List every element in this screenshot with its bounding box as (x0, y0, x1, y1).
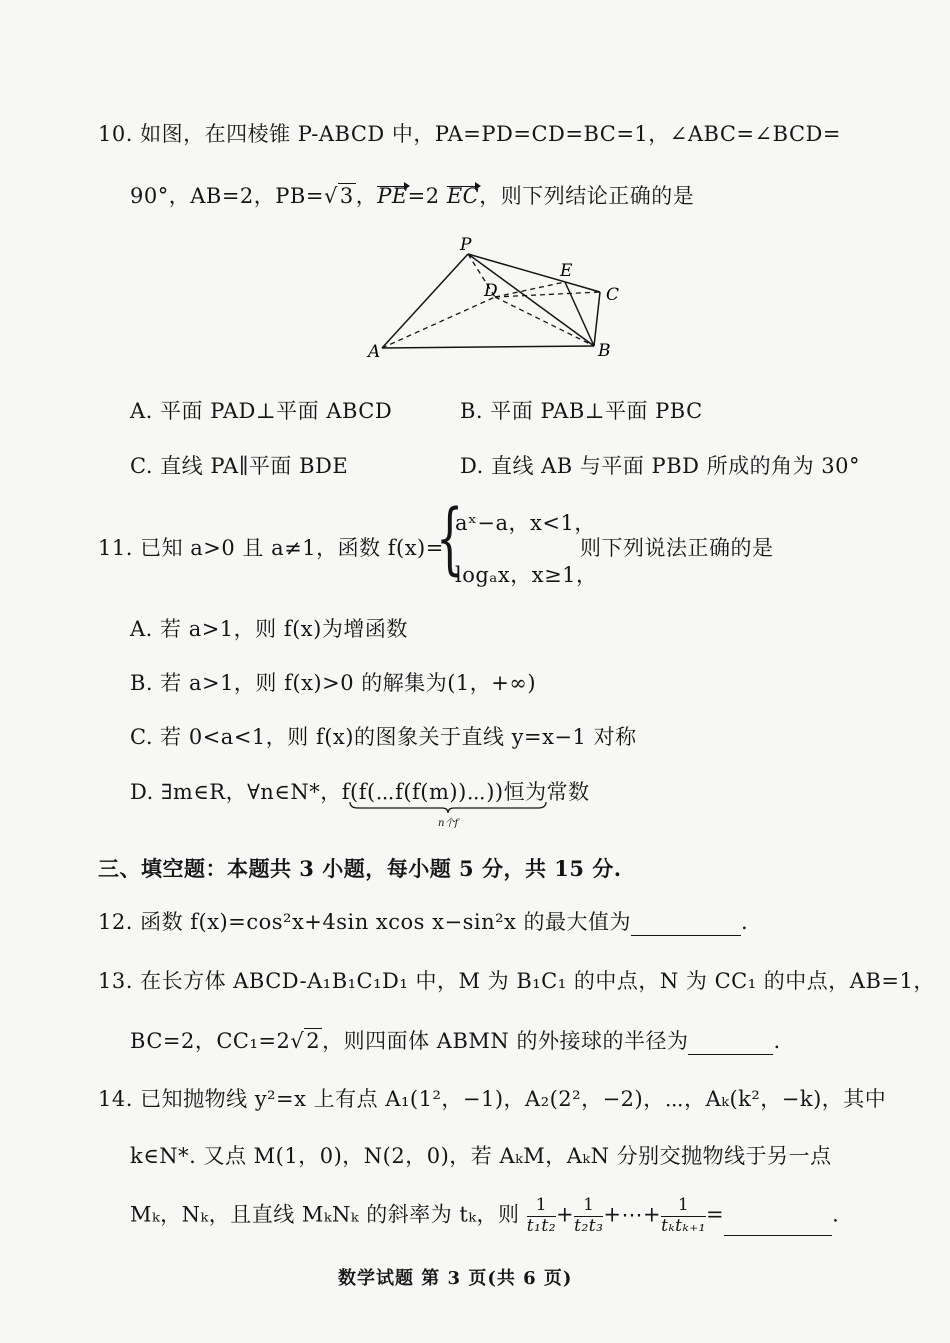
page-footer: 数学试题 第 3 页(共 6 页) (338, 1268, 573, 1289)
piecewise-brace: { (436, 494, 464, 584)
q10-line1 (98, 118, 841, 148)
q10-line2 (130, 180, 694, 210)
sqrt-radicand: 2 (306, 1029, 321, 1053)
plus-sign: + (556, 1202, 575, 1227)
q11-option-d-expr: f(f(⋯f(f(m))⋯)) (341, 780, 504, 804)
q12 (98, 906, 748, 936)
q11-stem-prefix: 已知 a>0 且 a≠1，函数 f(x)= (140, 536, 444, 560)
edge-ab (382, 346, 594, 348)
q10-option-d: D. 直线 AB 与平面 PBD 所成的角为 30° (460, 454, 861, 478)
q11-number: 11. (98, 536, 133, 560)
q14-answer-blank[interactable] (724, 1213, 832, 1236)
q10-option-b: B. 平面 PAB⊥平面 PBC (460, 399, 703, 423)
edge-pa (382, 254, 468, 348)
edge-ad (382, 297, 495, 348)
underbrace (348, 800, 548, 814)
q14-line2: k∈N*. 又点 M(1，0)，N(2，0)，若 AₖM，AₖN 分别交抛物线于另一点 (130, 1144, 832, 1168)
pyramid-figure (360, 232, 660, 372)
vector-pe: PE (377, 184, 408, 208)
label-b: B (598, 341, 611, 361)
sqrt-radicand: 3 (339, 184, 354, 208)
label-d: D (484, 281, 498, 301)
fraction-3-num: 1 (661, 1196, 706, 1217)
q13-period: . (773, 1029, 781, 1053)
fraction-2-den: t₂t₃ (574, 1215, 604, 1236)
q11-option-d-suffix: 恒为常数 (503, 780, 590, 804)
q12-text: 12. 函数 f(x)=cos²x+4sin xcos x−sin²x 的最大值为 (98, 910, 632, 934)
fraction-3 (661, 1196, 706, 1236)
q11-stem (98, 532, 444, 562)
q14-line3 (130, 1196, 839, 1236)
q11-option-d-prefix: D. ∃m∈R，∀n∈N*， (130, 780, 342, 804)
q13-line2 (130, 1025, 781, 1055)
label-e: E (560, 261, 573, 281)
label-c: C (606, 285, 620, 305)
section-3-title: 三、填空题：本题共 3 小题，每小题 5 分，共 15 分. (98, 856, 622, 881)
q10-option-c: C. 直线 PA∥平面 BDE (130, 454, 349, 478)
q10-stem-line2-prefix: 90°，AB=2，PB= (130, 184, 324, 208)
fraction-2 (574, 1196, 603, 1236)
q14-line3-prefix: Mₖ，Nₖ，且直线 MₖNₖ 的斜率为 tₖ，则 (130, 1202, 520, 1227)
edge-dc (495, 292, 600, 297)
plus-dots: +⋯+ (603, 1202, 662, 1227)
q12-answer-blank[interactable] (631, 913, 741, 936)
q12-period: . (741, 910, 749, 934)
q10-number: 10. (98, 122, 133, 146)
label-a: A (368, 342, 381, 362)
q10-eq: =2 (407, 184, 447, 208)
q13-answer-blank[interactable] (688, 1032, 773, 1055)
q10-option-a: A. 平面 PAD⊥平面 ABCD (130, 399, 393, 423)
q11-option-b: B. 若 a>1，则 f(x)>0 的解集为(1，+∞) (130, 671, 537, 695)
edge-db (495, 297, 594, 346)
q14-period: . (832, 1202, 840, 1227)
label-p: P (460, 235, 472, 255)
q14-line1: 14. 已知抛物线 y²=x 上有点 A₁(1²，−1)，A₂(2²，−2)，⋯，Aₖ(k²，−k)，其中 (98, 1087, 887, 1111)
fraction-1 (527, 1196, 556, 1236)
fraction-1-den: t₁t₂ (526, 1215, 557, 1236)
q11-case1: aˣ−a，x<1， (455, 511, 596, 535)
fraction-2-num: 1 (574, 1196, 603, 1217)
vector-ec: EC (446, 184, 480, 208)
edge-be (565, 282, 594, 346)
q11-case2: logₐx，x≥1， (455, 563, 598, 587)
q11-option-a: A. 若 a>1，则 f(x)为增函数 (130, 617, 408, 641)
q10-comma: ， (355, 184, 378, 208)
q10-stem-line2-suffix: ，则下列结论正确的是 (479, 184, 695, 208)
edge-de (495, 282, 565, 297)
fraction-3-den: tₖtₖ₊₁ (661, 1215, 706, 1236)
q10-stem-line1: 如图，在四棱锥 P-ABCD 中，PA=PD=CD=BC=1，∠ABC=∠BCD= (140, 122, 841, 146)
q11-option-c: C. 若 0<a<1，则 f(x)的图象关于直线 y=x−1 对称 (130, 725, 637, 749)
sqrt-symbol: √3 (323, 184, 354, 208)
sqrt-symbol: √2 (290, 1029, 321, 1053)
equals-sign: = (705, 1202, 725, 1227)
q13-line2-prefix: BC=2，CC₁=2 (130, 1029, 291, 1053)
q13-line1: 13. 在长方体 ABCD-A₁B₁C₁D₁ 中，M 为 B₁C₁ 的中点，N 为 CC₁ 的中点，AB=1， (98, 969, 935, 993)
q11-stem-suffix: 则下列说法正确的是 (580, 536, 774, 560)
underbrace-note: n个f (438, 818, 459, 829)
fraction-1-num: 1 (527, 1196, 556, 1217)
q13-line2-suffix: ，则四面体 ABMN 的外接球的半径为 (322, 1029, 689, 1053)
edge-bc (594, 292, 600, 346)
